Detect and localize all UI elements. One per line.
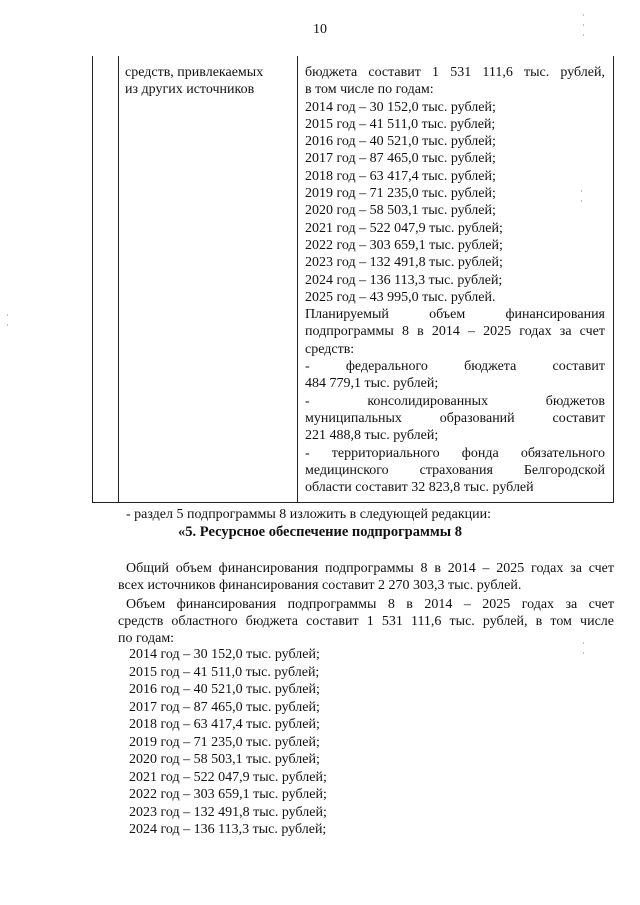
year-item: 2021 год – 522 047,9 тыс. рублей; (305, 220, 503, 236)
year-item: 2023 год – 132 491,8 тыс. рублей; (129, 804, 327, 820)
year-item: 2018 год – 63 417,4 тыс. рублей; (129, 717, 320, 732)
federal-budget-line: - федерального бюджета составит (305, 359, 605, 375)
table-cell-financing: бюджета составит 1 531 111,6 тыс. рублей, в том числе по годам: 2014 год – 30 152,0 тыс. рублей; 2015 год – 41 511,0 тыс. рублей; 2016 год – 40 521,0 тыс. рублей; 2017 год – 87 465,0 тыс. рублей; 2018 год – 63 417,4 тыс. рублей; 2019 год – 71 235,0 тыс. рублей; 2020 год – 58 503,1 тыс. рублей; 2021 год – 522 047,9 тыс. рублей; 2022 год – 303 659,1 тыс. рублей; 2023 год – 132 491,8 тыс. рублей; 2024 год – 136 113,3 тыс. рублей; 2025 год – 43 995,0 тыс. рублей. Планируемый объем финансирования подпрограммы 8 в 2014 – 2025 годах за счет средств: - федерального бюджета составит 484 779,1 тыс. рублей; - консолидированных бюджетов муниципальных образований составит 221 488,8 тыс. рублей; - территориального фонда обязательного медицинского страхования Белгородской области составит 32 823,8 тыс. рублей (305, 65, 605, 496)
territorial-fund-line: - территориального фонда обязательного (305, 445, 605, 461)
scan-artifact-dots: · · (580, 186, 583, 206)
table-border-col2 (297, 56, 298, 502)
year-item: 2019 год – 71 235,0 тыс. рублей; (129, 734, 320, 750)
year-item: 2022 год – 303 659,1 тыс. рублей; (129, 787, 327, 802)
amendment-note: - раздел 5 подпрограммы 8 изложить в следующей редакции: (126, 507, 492, 522)
scan-artifact-dots: · · (6, 310, 9, 330)
paragraph-total-financing: Общий объем финансирования подпрограммы 8 в 2014 – 2025 годах за счет всех источников финансирования составит 2 270 303,3 тыс. рублей. (118, 561, 614, 593)
section-title: «5. Ресурсное обеспечение подпрограммы 8 (178, 524, 462, 540)
table-year-list (305, 99, 605, 307)
table-border-left (92, 56, 93, 502)
year-item: 2014 год – 30 152,0 тыс. рублей; (305, 99, 496, 115)
year-item: 2017 год – 87 465,0 тыс. рублей; (129, 699, 320, 715)
year-item: 2024 год – 136 113,3 тыс. рублей; (305, 272, 503, 288)
year-item: 2017 год – 87 465,0 тыс. рублей; (305, 151, 496, 167)
year-item: 2025 год – 43 995,0 тыс. рублей. (305, 289, 496, 305)
scan-artifact-dots: · · (582, 638, 585, 658)
year-item: 2015 год – 41 511,0 тыс. рублей; (129, 664, 320, 680)
scan-artifact-dots: · · · (582, 10, 585, 40)
year-item: 2019 год – 71 235,0 тыс. рублей; (305, 186, 496, 202)
year-list (129, 646, 327, 839)
paragraph-regional-budget: Объем финансирования подпрограммы 8 в 2014 – 2025 годах за счет средств областного бюджета составит 1 531 111,6 тыс. рублей, в том числе по годам: (118, 597, 614, 646)
year-item: 2021 год – 522 047,9 тыс. рублей; (129, 769, 327, 785)
year-item: 2014 год – 30 152,0 тыс. рублей; (129, 647, 320, 662)
year-item: 2023 год – 132 491,8 тыс. рублей; (305, 255, 503, 271)
year-item: 2016 год – 40 521,0 тыс. рублей; (129, 682, 320, 697)
budget-total-line: бюджета составит 1 531 111,6 тыс. рублей, (305, 65, 605, 80)
year-item: 2016 год – 40 521,0 тыс. рублей; (305, 134, 496, 150)
year-item: 2015 год – 41 511,0 тыс. рублей; (305, 116, 496, 132)
municipal-budget-line: - консолидированных бюджетов (305, 393, 605, 409)
year-item: 2020 год – 58 503,1 тыс. рублей; (305, 203, 496, 219)
year-item: 2018 год – 63 417,4 тыс. рублей; (305, 168, 496, 184)
year-item: 2024 год – 136 113,3 тыс. рублей; (129, 822, 327, 837)
table-border-right (613, 56, 614, 502)
year-item: 2020 год – 58 503,1 тыс. рублей; (129, 752, 320, 767)
page-number: 10 (313, 22, 327, 37)
resource-table (92, 56, 614, 503)
table-border-col1 (118, 56, 119, 502)
table-cell-source-label: средств, привлекаемых из других источников (125, 65, 264, 98)
by-years-label: в том числе по годам: (305, 82, 434, 98)
year-item: 2022 год – 303 659,1 тыс. рублей; (305, 237, 503, 253)
